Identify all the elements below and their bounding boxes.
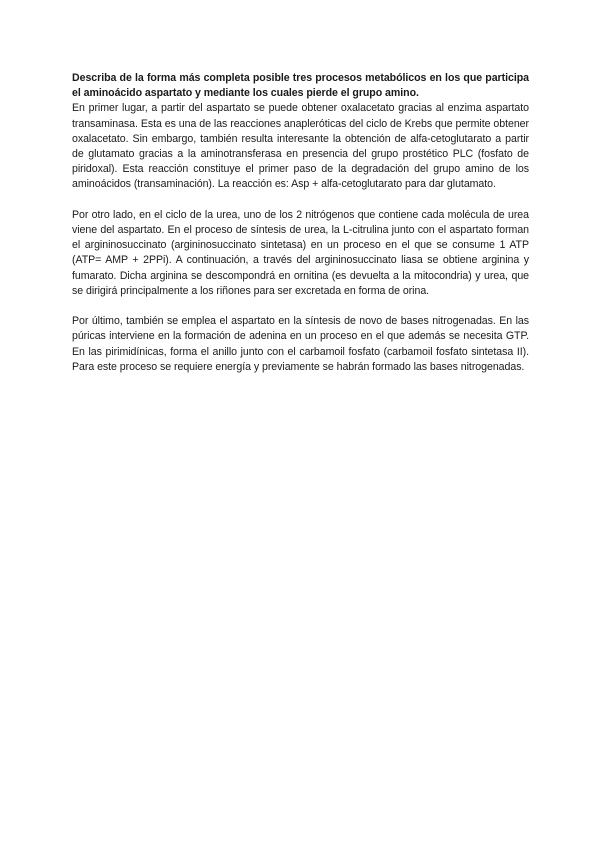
paragraph-urea-cycle: Por otro lado, en el ciclo de la urea, uno de los 2 nitrógenos que contiene cada molécula de urea viene del aspartato. En el proceso de síntesis de urea, la L-citrulina junto con el aspartato forman el argininosuccinato (argininosuccinato sintetasa) en un proceso en el que se consume 1 ATP (ATP= AMP + 2PPi). A continuación, a través del argininosuccinato liasa se obtiene arginina y fumarato. Dicha arginina se descompondrá en ornitina (es devuelta a la mitocondria) y urea, que se dirigirá principalmente a los riñones para ser excretada en forma de orina. — [72, 208, 529, 297]
paragraph-nitrogenous-bases: Por último, también se emplea el aspartato en la síntesis de novo de bases nitrogenadas. En las púricas interviene en la formación de adenina en un proceso en el que además se necesita GTP. En las pirimidínicas, forma el anillo junto con el carbamoil fosfato (carbamoil fosfato sintetasa II). Para este proceso se requiere energía y previamente se habrán formado las bases nitrogenadas. — [72, 315, 529, 373]
paragraph-transamination: En primer lugar, a partir del aspartato se puede obtener oxalacetato gracias al enzima aspartato transaminasa. Esta es una de las reacciones anapleróticas del ciclo de Krebs que permite obtener oxalacetato. Sin embargo, también resulta interesante la obtención de alfa-cetoglutarato a partir de glutamato gracias a la aminotransferasa en presencia del grupo prostético PLC (fosfato de piridoxal). Esta reacción constituye el primer paso de la degradación del grupo amino de los aminoácidos (transaminación). La reacción es: Asp + alfa-cetoglutarato para dar glutamato. — [72, 102, 529, 191]
document-body — [72, 71, 529, 375]
question-heading: Describa de la forma más completa posible tres procesos metabólicos en los que participa el aminoácido aspartato y mediante los cuales pierde el grupo amino. — [72, 72, 529, 100]
